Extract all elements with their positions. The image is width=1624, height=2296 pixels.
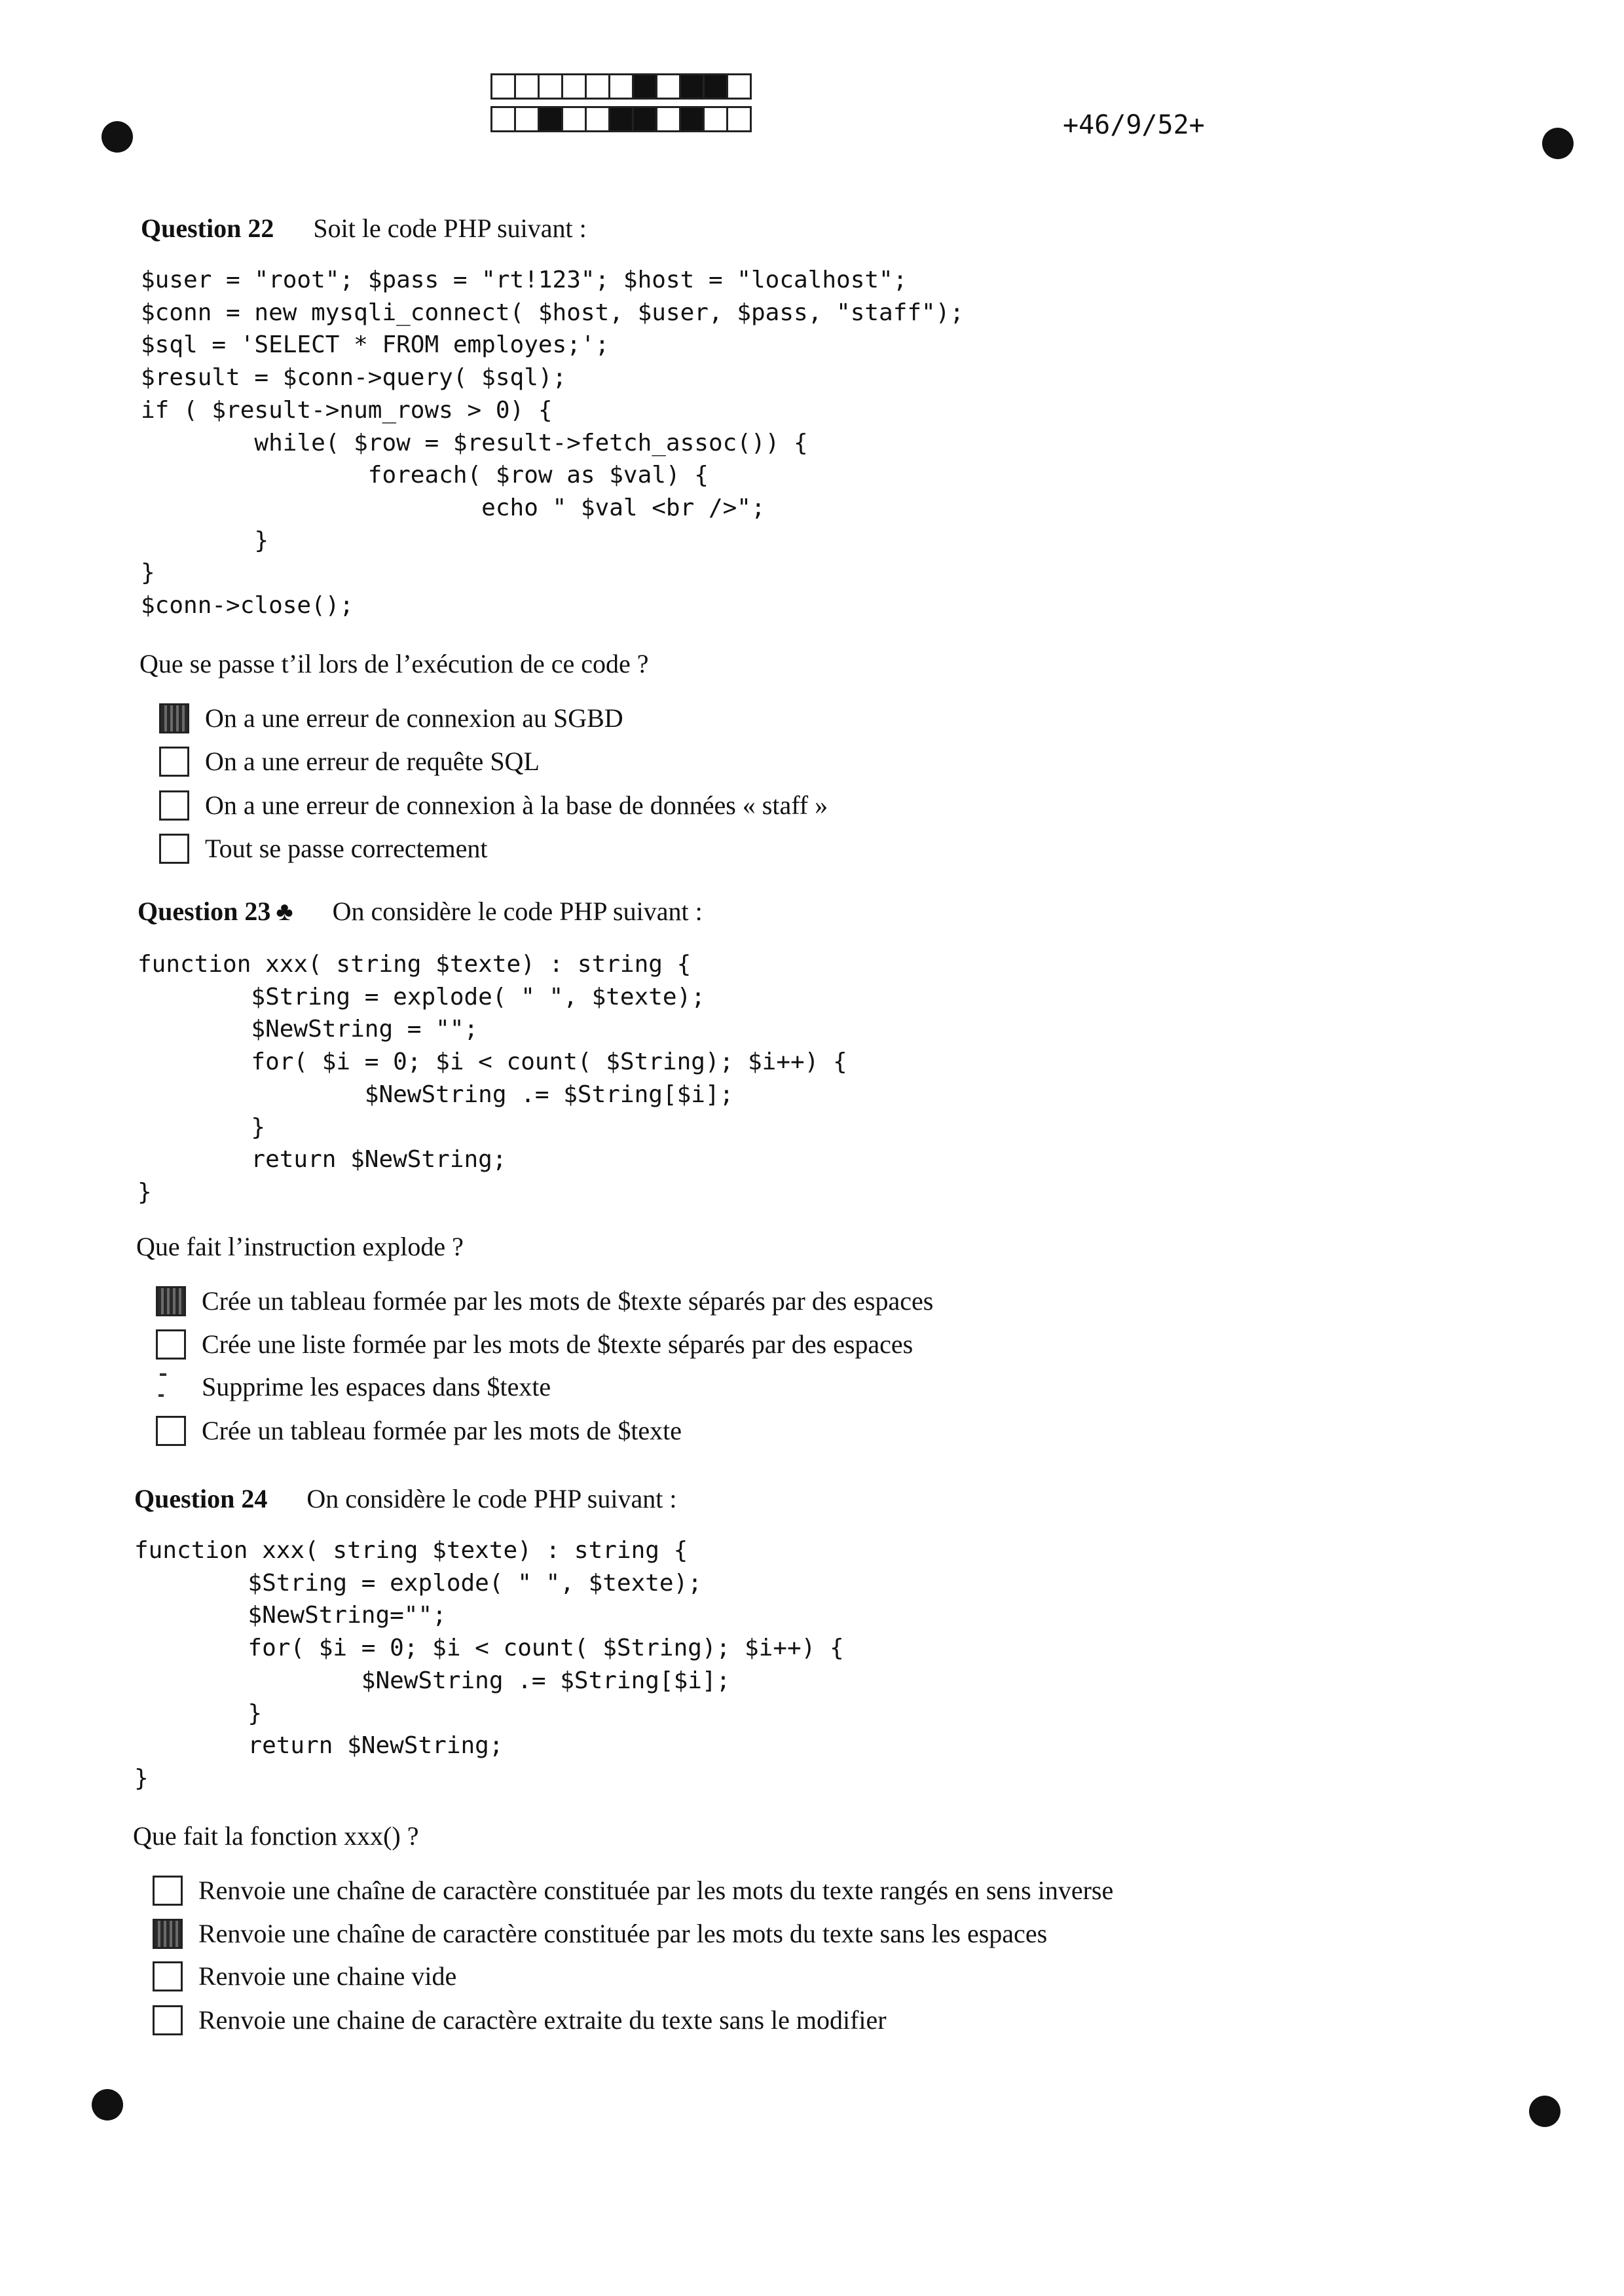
barcode-cell-empty — [514, 106, 540, 132]
barcode-cell-filled — [679, 73, 705, 100]
barcode-cell-empty — [490, 106, 516, 132]
question-number: Question 24 — [134, 1484, 268, 1513]
barcode-cell-empty — [726, 73, 752, 100]
code-block: function xxx( string $texte) : string { $String = explode( " ", $texte); $NewString = ""; for( $i = 0; $i < count( $String); $i++) { $NewString .= $String[$i]; } return $NewString; } — [138, 951, 847, 1206]
answer-label: Renvoie une chaine de caractère extraite du texte sans le modifier — [198, 2005, 887, 2035]
registration-mark-bottom-right — [1529, 2096, 1560, 2127]
barcode-cell-empty — [655, 73, 681, 100]
code-block: $user = "root"; $pass = "rt!123"; $host = "localhost"; $conn = new mysqli_connect( $host, $user, $pass, "staff"); $sql = 'SELECT * FROM employes;'; $result = $conn->query( $sql); if ( $result->num_rows > 0) { while( $row = $result->fetch_assoc()) { foreach( $row as $val) { echo " $val <br />"; } } $conn->close(); — [141, 267, 965, 620]
barcode-cell-filled — [632, 73, 657, 100]
barcode-cell-filled — [608, 106, 634, 132]
answer-option[interactable] — [159, 746, 540, 777]
barcode-cell-empty — [514, 73, 540, 100]
question-ask: Que se passe t’il lors de l’exécution de ce code ? — [139, 649, 649, 678]
barcode-cell-filled — [679, 106, 705, 132]
answer-option[interactable] — [156, 1329, 913, 1360]
checkbox[interactable] — [159, 790, 189, 821]
barcode-cell-empty — [538, 73, 563, 100]
barcode-cell-empty — [490, 73, 516, 100]
answer-label: Crée un tableau formée par les mots de $texte séparés par des espaces — [202, 1286, 934, 1316]
answer-label: Tout se passe correctement — [205, 834, 488, 863]
question-prompt: Soit le code PHP suivant : — [313, 213, 587, 243]
checkbox-checked[interactable] — [153, 1919, 183, 1949]
answer-option[interactable] — [159, 703, 623, 733]
answer-option[interactable] — [159, 833, 487, 864]
checkbox-checked[interactable] — [156, 1286, 186, 1316]
checkbox-checked[interactable] — [159, 703, 189, 733]
checkbox[interactable] — [159, 747, 189, 777]
answer-option[interactable] — [156, 1371, 551, 1402]
answer-label: Crée un tableau formée par les mots de $texte — [202, 1416, 682, 1445]
question-heading — [134, 1483, 676, 1514]
barcode-cell-empty — [655, 106, 681, 132]
answer-option[interactable] — [156, 1286, 933, 1316]
checkbox[interactable] — [153, 1876, 183, 1906]
barcode-cell-empty — [585, 73, 610, 100]
checkbox[interactable] — [156, 1329, 186, 1360]
answer-option[interactable] — [153, 1918, 1047, 1949]
question-ask: Que fait l’instruction explode ? — [136, 1232, 464, 1261]
question-number: Question 22 — [141, 213, 274, 243]
checkbox[interactable] — [153, 2005, 183, 2035]
answer-label: Supprime les espaces dans $texte — [202, 1372, 551, 1401]
registration-mark-top-left — [101, 121, 133, 153]
barcode-cell-empty — [585, 106, 610, 132]
answer-label: Renvoie une chaîne de caractère constituée par les mots du texte rangés en sens inverse — [198, 1876, 1114, 1905]
registration-mark-bottom-left — [92, 2089, 123, 2120]
question-prompt: On considère le code PHP suivant : — [332, 897, 703, 926]
barcode-cell-empty — [726, 106, 752, 132]
barcode-cell-filled — [632, 106, 657, 132]
answer-label: Renvoie une chaine vide — [198, 1961, 457, 1991]
answer-label: On a une erreur de connexion à la base de données « staff » — [205, 790, 828, 820]
question-heading — [141, 213, 587, 244]
question-number: Question 23 — [138, 897, 271, 926]
checkbox[interactable] — [159, 834, 189, 864]
checkbox-faint[interactable] — [156, 1372, 186, 1402]
registration-mark-top-right — [1542, 128, 1574, 159]
question-heading — [138, 896, 703, 927]
answer-label: On a une erreur de requête SQL — [205, 747, 540, 776]
barcode-cell-empty — [561, 106, 587, 132]
barcode-cell-filled — [538, 106, 563, 132]
answer-label: Renvoie une chaîne de caractère constituée par les mots du texte sans les espaces — [198, 1919, 1048, 1948]
answer-option[interactable] — [159, 790, 828, 821]
club-icon: ♣ — [276, 897, 293, 926]
answer-label: On a une erreur de connexion au SGBD — [205, 703, 623, 733]
code-block: function xxx( string $texte) : string { $String = explode( " ", $texte); $NewString=""; for( $i = 0; $i < count( $String); $i++) { $NewString .= $String[$i]; } return $NewString; } — [134, 1537, 844, 1792]
answer-option[interactable] — [156, 1415, 682, 1446]
barcode-cell-filled — [703, 73, 728, 100]
answer-label: Crée une liste formée par les mots de $texte séparés par des espaces — [202, 1329, 913, 1359]
checkbox[interactable] — [153, 1961, 183, 1991]
question-ask: Que fait la fonction xxx() ? — [133, 1821, 419, 1851]
question-prompt: On considère le code PHP suivant : — [306, 1484, 677, 1513]
barcode-cell-empty — [608, 73, 634, 100]
answer-option[interactable] — [153, 2005, 887, 2035]
answer-option[interactable] — [153, 1875, 1113, 1906]
page-identifier: +46/9/52+ — [1063, 110, 1205, 140]
answer-option[interactable] — [153, 1961, 456, 1991]
barcode-row-1 — [492, 73, 752, 100]
barcode-row-2 — [492, 106, 752, 132]
barcode-cell-empty — [561, 73, 587, 100]
checkbox[interactable] — [156, 1416, 186, 1446]
barcode-cell-empty — [703, 106, 728, 132]
